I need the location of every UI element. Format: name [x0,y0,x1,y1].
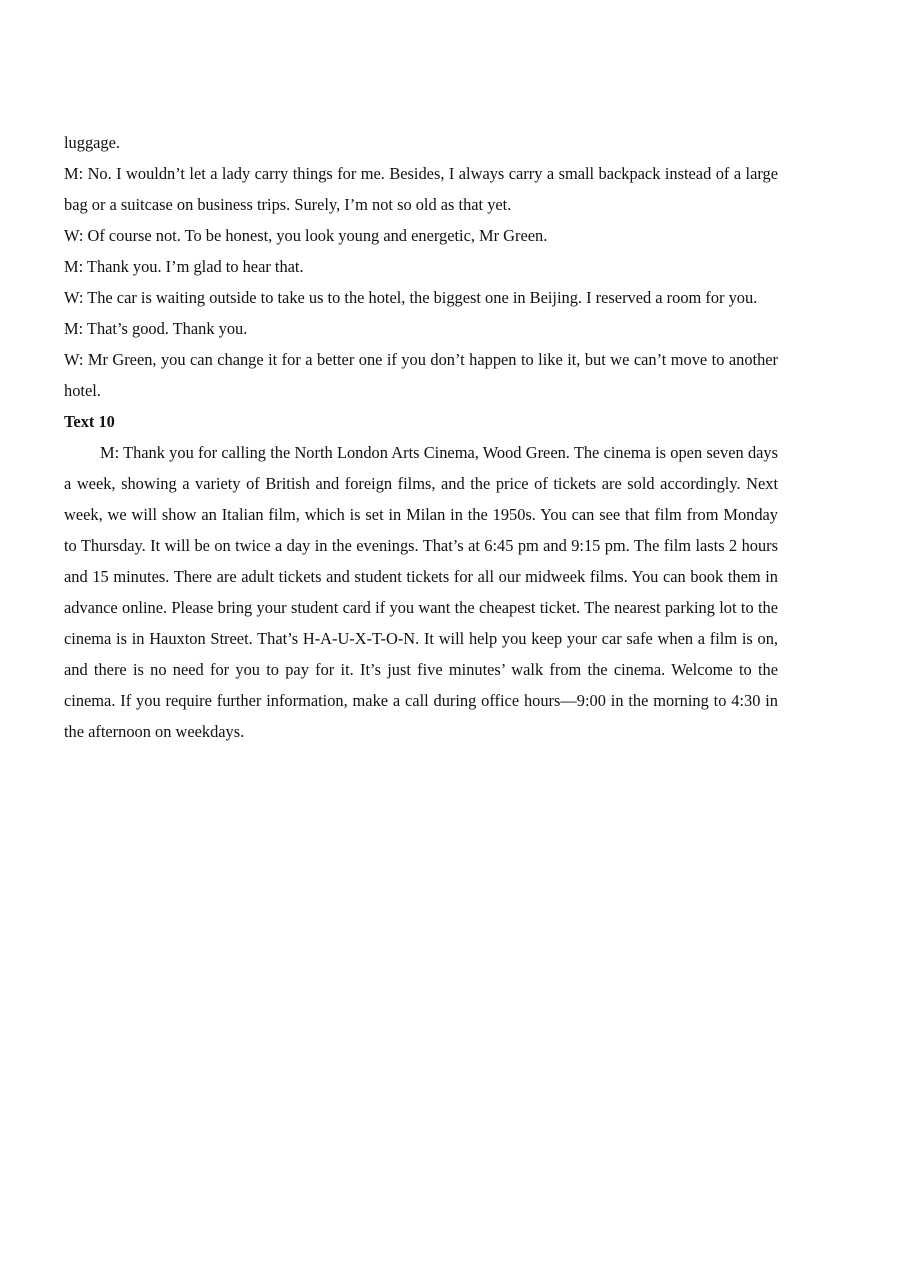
continuation-line: luggage. [64,133,120,152]
dialogue-line: W: The car is waiting outside to take us to the hotel, the biggest one in Beijing. I reserved a room for you. [64,288,758,307]
monologue-paragraph: M: Thank you for calling the North London Arts Cinema, Wood Green. The cinema is open seven days a week, showing a variety of British and foreign films, and the price of tickets are sold accordingly. Next week, we will show an Italian film, which is set in Milan in the 1950s. You can see that film from Monday to Thursday. It will be on twice a day in the evenings. That’s at 6:45 pm and 9:15 pm. The film lasts 2 hours and 15 minutes. There are adult tickets and student tickets for all our midweek films. You can book them in advance online. Please bring your student card if you want the cheapest ticket. The nearest parking lot to the cinema is in Hauxton Street. That’s H-A-U-X-T-O-N. It will help you keep your car safe when a film is on, and there is no need for you to pay for it. It’s just five minutes’ walk from the cinema. Welcome to the cinema. If you require further information, make a call during office hours—9:00 in the morning to 4:30 in the afternoon on weekdays. [64,443,778,741]
dialogue-line: M: That’s good. Thank you. [64,319,248,338]
dialogue-line: W: Of course not. To be honest, you look young and energetic, Mr Green. [64,226,548,245]
dialogue-line: W: Mr Green, you can change it for a better one if you don’t happen to like it, but we can’t move to another hotel. [64,350,778,400]
section-heading: Text 10 [64,412,115,431]
document-page [64,127,778,747]
dialogue-line: M: No. I wouldn’t let a lady carry things for me. Besides, I always carry a small backpack instead of a large bag or a suitcase on business trips. Surely, I’m not so old as that yet. [64,164,778,214]
dialogue-line: M: Thank you. I’m glad to hear that. [64,257,304,276]
